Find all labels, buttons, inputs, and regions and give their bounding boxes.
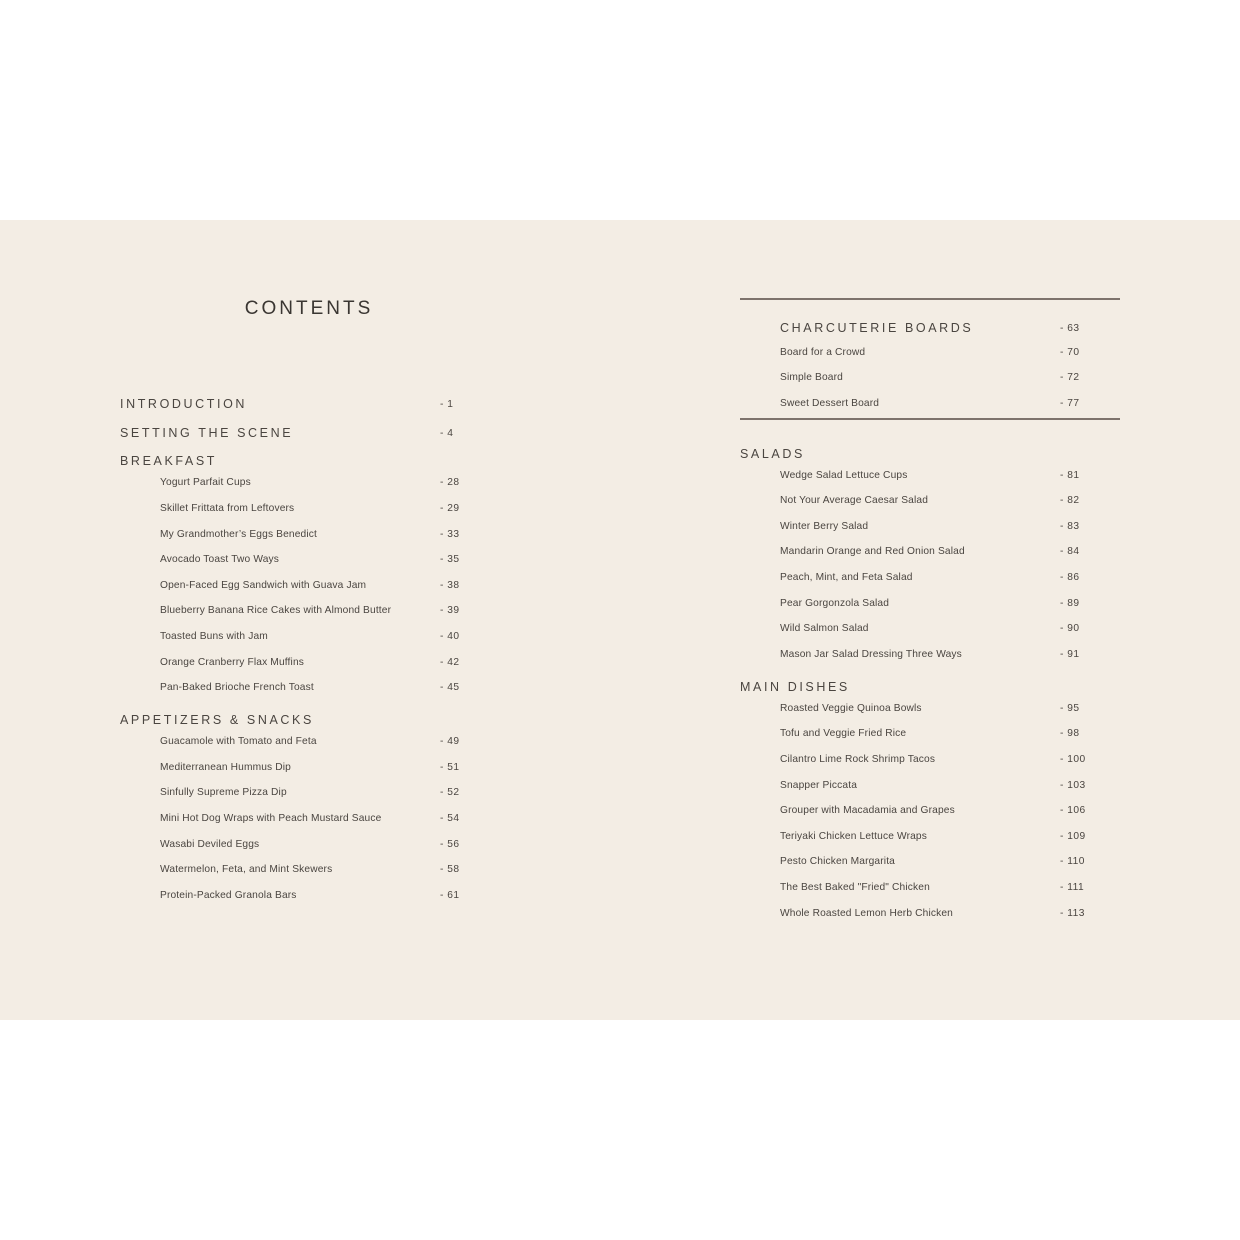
page-number: - 51 <box>440 761 460 773</box>
entry-label: Grouper with Macadamia and Grapes <box>780 805 955 817</box>
entry-label: Mandarin Orange and Red Onion Salad <box>780 546 965 558</box>
page-number: - 72 <box>1060 372 1080 384</box>
toc-entry[interactable] <box>120 735 465 761</box>
toc-entry[interactable] <box>120 786 465 812</box>
toc-entry[interactable] <box>120 656 465 682</box>
entry-label: Sinfully Supreme Pizza Dip <box>160 787 287 799</box>
contents-title: CONTENTS <box>244 298 374 319</box>
toc-entry[interactable] <box>740 830 1120 856</box>
page-number: - 98 <box>1060 728 1080 740</box>
page-number: - 49 <box>440 736 460 748</box>
toc-entry[interactable] <box>120 630 465 656</box>
toc-entry[interactable] <box>120 476 465 502</box>
section-label: INTRODUCTION <box>120 397 248 411</box>
section-label: APPETIZERS & SNACKS <box>120 713 314 728</box>
toc-entry[interactable] <box>740 727 1120 753</box>
page-number: - 33 <box>440 528 460 540</box>
page-number: - 106 <box>1060 805 1086 817</box>
toc-entry[interactable] <box>740 469 1120 495</box>
entry-label: Pesto Chicken Margarita <box>780 856 895 868</box>
toc-entry[interactable] <box>120 761 465 787</box>
section-label: CHARCUTERIE BOARDS <box>780 321 974 335</box>
toc-entry[interactable] <box>120 889 465 915</box>
toc-section-charcuterie-boards[interactable] <box>740 320 1120 346</box>
entry-label: Wild Salmon Salad <box>780 623 869 635</box>
entry-label: Sweet Dessert Board <box>780 397 880 409</box>
toc-entry[interactable] <box>740 648 1120 679</box>
entry-label: Open-Faced Egg Sandwich with Guava Jam <box>160 579 367 591</box>
entry-label: Wedge Salad Lettuce Cups <box>780 469 908 481</box>
section-label: BREAKFAST <box>120 454 218 469</box>
entry-label: Peach, Mint, and Feta Salad <box>780 572 913 584</box>
entry-label: Snapper Piccata <box>780 779 858 791</box>
page-number: - 89 <box>1060 597 1080 609</box>
page-number: - 35 <box>440 554 460 566</box>
toc-entry[interactable] <box>740 753 1120 779</box>
page-number: - 100 <box>1060 754 1086 766</box>
entry-label: Simple Board <box>780 372 843 384</box>
box-top-rule <box>740 298 1120 300</box>
page-number: - 61 <box>440 889 460 901</box>
page-number: - 95 <box>1060 702 1080 714</box>
page-number: - 90 <box>1060 623 1080 635</box>
toc-entry[interactable] <box>120 528 465 554</box>
book-spread <box>0 220 1240 1020</box>
page-number: - 38 <box>440 579 460 591</box>
page-number: - 58 <box>440 864 460 876</box>
toc-entry[interactable] <box>740 907 1120 933</box>
toc-section-main-dishes <box>740 679 1120 702</box>
page-number: - 91 <box>1060 648 1080 660</box>
page-number: - 113 <box>1060 907 1085 919</box>
entry-label: Teriyaki Chicken Lettuce Wraps <box>780 830 927 842</box>
entry-label: Mini Hot Dog Wraps with Peach Mustard Sauce <box>160 812 382 824</box>
toc-entry[interactable] <box>120 863 465 889</box>
page-number: - 103 <box>1060 779 1086 791</box>
entry-label: The Best Baked "Fried" Chicken <box>780 882 930 893</box>
page-number: - 84 <box>1060 546 1080 558</box>
page-number: - 45 <box>440 682 460 694</box>
section-label: SETTING THE SCENE <box>120 425 294 440</box>
page-number: - 82 <box>1060 495 1080 507</box>
toc-entry[interactable] <box>740 371 1120 397</box>
entry-label: My Grandmother’s Eggs Benedict <box>160 528 318 540</box>
toc-entry[interactable] <box>120 838 465 864</box>
entry-label: Skillet Frittata from Leftovers <box>160 502 295 514</box>
toc-entry[interactable] <box>740 702 1120 728</box>
entry-label: Whole Roasted Lemon Herb Chicken <box>780 907 953 919</box>
toc-entry[interactable] <box>740 397 1120 418</box>
section-label: MAIN DISHES <box>740 679 850 694</box>
page-number: - 54 <box>440 812 460 824</box>
entry-label: Toasted Buns with Jam <box>160 630 268 642</box>
toc-section-breakfast <box>120 453 465 476</box>
page-number: - 56 <box>440 838 460 850</box>
page-number: - 70 <box>1060 346 1080 358</box>
box-bottom-rule <box>740 418 1120 420</box>
toc-entry[interactable] <box>740 520 1120 546</box>
toc-entry[interactable] <box>740 545 1120 571</box>
toc-entry[interactable] <box>740 881 1120 907</box>
page-number: - 81 <box>1060 469 1080 481</box>
entry-label: Blueberry Banana Rice Cakes with Almond Butter <box>160 605 392 617</box>
toc-entry[interactable] <box>740 804 1120 830</box>
toc-entry[interactable] <box>120 604 465 630</box>
page-number: - 29 <box>440 502 460 514</box>
page-number: - 111 <box>1060 882 1085 893</box>
toc-entry[interactable] <box>120 812 465 838</box>
toc-entry[interactable] <box>740 346 1120 372</box>
toc-entry[interactable] <box>120 502 465 528</box>
entry-label: Watermelon, Feta, and Mint Skewers <box>160 864 333 876</box>
entry-label: Tofu and Veggie Fried Rice <box>780 728 907 740</box>
toc-entry[interactable] <box>740 855 1120 881</box>
entry-label: Mason Jar Salad Dressing Three Ways <box>780 648 962 660</box>
toc-section-appetizers-snacks <box>120 712 465 735</box>
page-number: - 83 <box>1060 520 1080 532</box>
entry-label: Wasabi Deviled Eggs <box>160 838 260 850</box>
left-column <box>120 396 465 914</box>
section-label: SALADS <box>740 446 805 461</box>
toc-entry[interactable] <box>740 571 1120 597</box>
entry-label: Not Your Average Caesar Salad <box>780 495 929 507</box>
page-number: - 52 <box>440 787 460 799</box>
entry-label: Board for a Crowd <box>780 346 866 358</box>
toc-entry[interactable] <box>120 553 465 579</box>
page-number: - 28 <box>440 477 460 489</box>
page-number: - 39 <box>440 605 460 617</box>
entry-label: Mediterranean Hummus Dip <box>160 761 291 773</box>
entry-label: Winter Berry Salad <box>780 520 869 532</box>
toc-entry[interactable] <box>740 597 1120 623</box>
page-number: - 109 <box>1060 830 1086 842</box>
page-number: - 40 <box>440 630 460 642</box>
entry-label: Protein-Packed Granola Bars <box>160 889 297 901</box>
toc-section-introduction[interactable] <box>120 396 465 425</box>
page-number: - 4 <box>440 427 454 439</box>
entry-label: Pan-Baked Brioche French Toast <box>160 682 314 694</box>
page-number: - 77 <box>1060 397 1080 409</box>
toc-entry[interactable] <box>740 494 1120 520</box>
right-column <box>740 298 1120 932</box>
toc-entry[interactable] <box>120 681 465 712</box>
toc-section-salads <box>740 446 1120 469</box>
toc-entry[interactable] <box>120 579 465 605</box>
page-number: - 110 <box>1060 856 1085 868</box>
page-number: - 1 <box>440 399 454 410</box>
entry-label: Guacamole with Tomato and Feta <box>160 736 317 748</box>
entry-label: Avocado Toast Two Ways <box>160 554 280 566</box>
page-number: - 42 <box>440 656 460 668</box>
toc-entry[interactable] <box>740 779 1120 805</box>
page-number: - 63 <box>1060 323 1080 334</box>
toc-entry[interactable] <box>740 622 1120 648</box>
entry-label: Yogurt Parfait Cups <box>160 477 251 489</box>
entry-label: Cilantro Lime Rock Shrimp Tacos <box>780 754 936 766</box>
entry-label: Roasted Veggie Quinoa Bowls <box>780 702 922 714</box>
page-number: - 86 <box>1060 572 1080 584</box>
toc-section-setting-the-scene[interactable] <box>120 425 465 454</box>
entry-label: Orange Cranberry Flax Muffins <box>160 656 305 668</box>
entry-label: Pear Gorgonzola Salad <box>780 597 890 609</box>
